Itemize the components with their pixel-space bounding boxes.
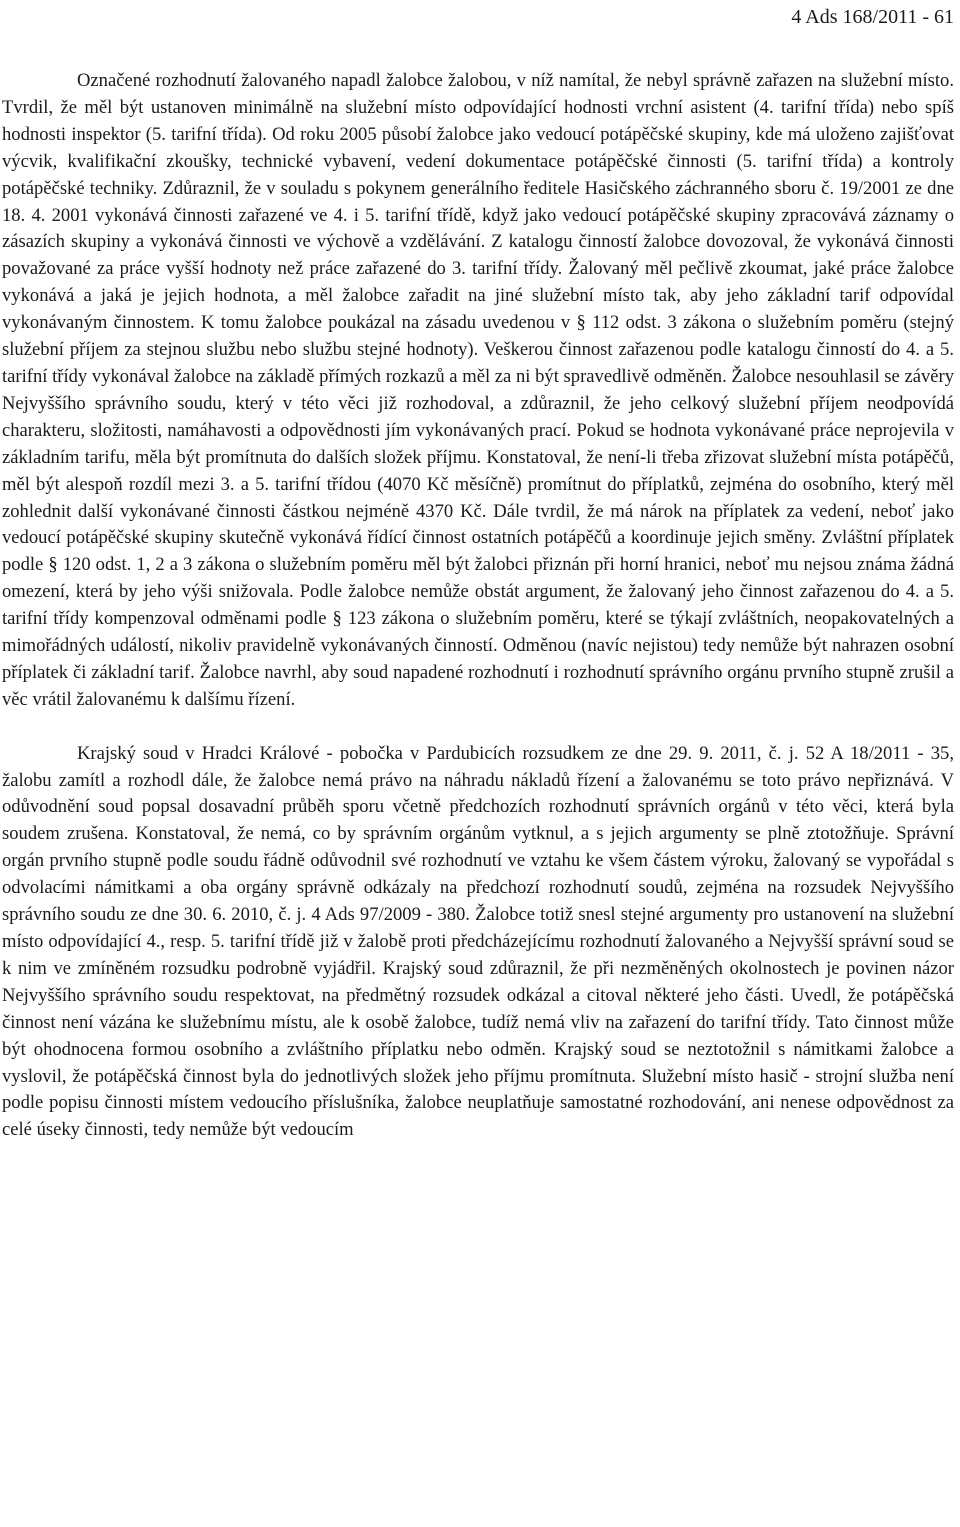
page-header-reference: 4 Ads 168/2011 - 61 bbox=[791, 6, 954, 28]
paragraph-plaintiff-claims: Označené rozhodnutí žalovaného napadl žalobce žalobou, v níž namítal, že nebyl správně zařazen na služební místo. Tvrdil, že měl být ustanoven minimálně na služební místo odpovídající hodnosti vrchní asistent (4. tarifní třída) nebo spíš hodnosti inspektor (5. tarifní třída). Od roku 2005 působí žalobce jako vedoucí potápěčské skupiny, kde má uloženo zajišťovat výcvik, kvalifikační zkoušky, technické vybavení, vedení dokumentace potápěčské činnosti (5. tarifní třída) a kontroly potápěčské techniky. Zdůraznil, že v souladu s pokynem generálního ředitele Hasičského záchranného sboru č. 19/2001 ze dne 18. 4. 2001 vykonává činnosti zařazené ve 4. i 5. tarifní třídě, když jako vedoucí potápěčské skupiny zpracovává záznamy o zásazích skupiny a vykonává činnosti ve výchově a vzdělávání. Z katalogu činností žalobce dovozoval, že vykonává činnosti považované za práce vyšší hodnoty než práce zařazené do 3. tarifní třídy. Žalovaný měl pečlivě zkoumat, jaké práce žalobce vykonává a jaká je jejich hodnota, a měl žalobce zařadit na jiné služební místo tak, aby jeho základní tarif odpovídal vykonávaným činnostem. K tomu žalobce poukázal na zásadu uvedenou v § 112 odst. 3 zákona o služebním poměru (stejný služební příjem za stejnou službu nebo službu stejné hodnoty). Veškerou činnost zařazenou podle katalogu činností do 4. a 5. tarifní třídy vykonával žalobce na základě přímých rozkazů a měl za ni být spravedlivě odměněn. Žalobce nesouhlasil se závěry Nejvyššího správního soudu, který v této věci již rozhodoval, a zdůraznil, že jeho celkový služební příjem neodpovídá charakteru, složitosti, namáhavosti a odpovědnosti jím vykonávaných prací. Pokud se hodnota vykonávané práce neprojevila v základním tarifu, měla být promítnuta do dalších složek příjmu. Konstatoval, že není-li třeba zřizovat služební místa potápěčů, měl být alespoň rozdíl mezi 3. a 5. tarifní třídou (4070 Kč měsíčně) promítnut do příplatků, zejména do osobního, který měl zohlednit další vykonávané činnosti částkou nejméně 4370 Kč. Dále tvrdil, že má nárok na příplatek za vedení, neboť jako vedoucí potápěčské skupiny skutečně vykonává řídící činnost ostatních potápěčů a koordinuje jejich směny. Zvláštní příplatek podle § 120 odst. 1, 2 a 3 zákona o služebním poměru měl být žalobci přiznán při horní hranici, neboť mu nejsou známa žádná omezení, která by jeho výši snižovala. Podle žalobce nemůže obstát argument, že žalovaný jeho činnost zařazenou do 4. a 5. tarifní třídy kompenzoval odměnami podle § 123 zákona o služebním poměru, které se týkají zvláštních, neopakovatelných a mimořádných událostí, nikoliv pravidelně vykonávaných činností. Odměnou (navíc nejistou) tedy nemůže být nahrazen osobní příplatek či základní tarif. Žalobce navrhl, aby soud napadené rozhodnutí i rozhodnutí správního orgánu prvního stupně zrušil a věc vrátil žalovanému k dalšímu řízení. bbox=[2, 70, 954, 710]
paragraph-regional-court-judgment: Krajský soud v Hradci Králové - pobočka v Pardubicích rozsudkem ze dne 29. 9. 2011, č. j. 52 A 18/2011 - 35, žalobu zamítl a rozhodl dále, že žalobce nemá právo na náhradu nákladů řízení a žalovanému se toto právo nepřiznává. V odůvodnění soud popsal dosavadní průběh sporu včetně předchozích rozhodnutí správních orgánů v této věci, která byla soudem zrušena. Konstatoval, že nemá, co by správním orgánům vytknul, a s jejich argumenty se plně ztotožňuje. Správní orgán prvního stupně podle soudu řádně odůvodnil své rozhodnutí ve vztahu ke všem částem výroku, žalovaný se vypořádal s odvolacími námitkami a oba orgány správně odkázaly na předchozí rozhodnutí soudů, zejména na rozsudek Nejvyššího správního soudu ze dne 30. 6. 2010, č. j. 4 Ads 97/2009 - 380. Žalobce totiž snesl stejné argumenty pro ustanovení na služební místo odpovídající 4., resp. 5. tarifní třídě již v žalobě proti předcházejícímu rozhodnutí žalovaného a Nejvyšší správní soud se k nim ve zmíněném rozsudku podrobně vyjádřil. Krajský soud zdůraznil, že při nezměněných okolnostech je povinen názor Nejvyššího správního soudu respektovat, na předmětný rozsudek odkázal a citoval některé jeho části. Uvedl, že potápěčská činnost není vázána ke služebnímu místu, ale k osobě žalobce, tudíž nemá vliv na zařazení do tarifní třídy. Tato činnost může být ohodnocena formou osobního a zvláštního příplatku nebo odměn. Krajský soud se neztotožnil s námitkami žalobce a vyslovil, že potápěčská činnost byla do jednotlivých složek jeho příjmu promítnuta. Služební místo hasič - strojní služba není podle popisu činnosti místem vedoucího příslušníka, žalobce neuplatňuje samostatné rozhodování, ani nenese odpovědnost za celé úseky činnosti, tedy nemůže být vedoucím bbox=[2, 742, 954, 1141]
document-body bbox=[2, 68, 954, 1144]
